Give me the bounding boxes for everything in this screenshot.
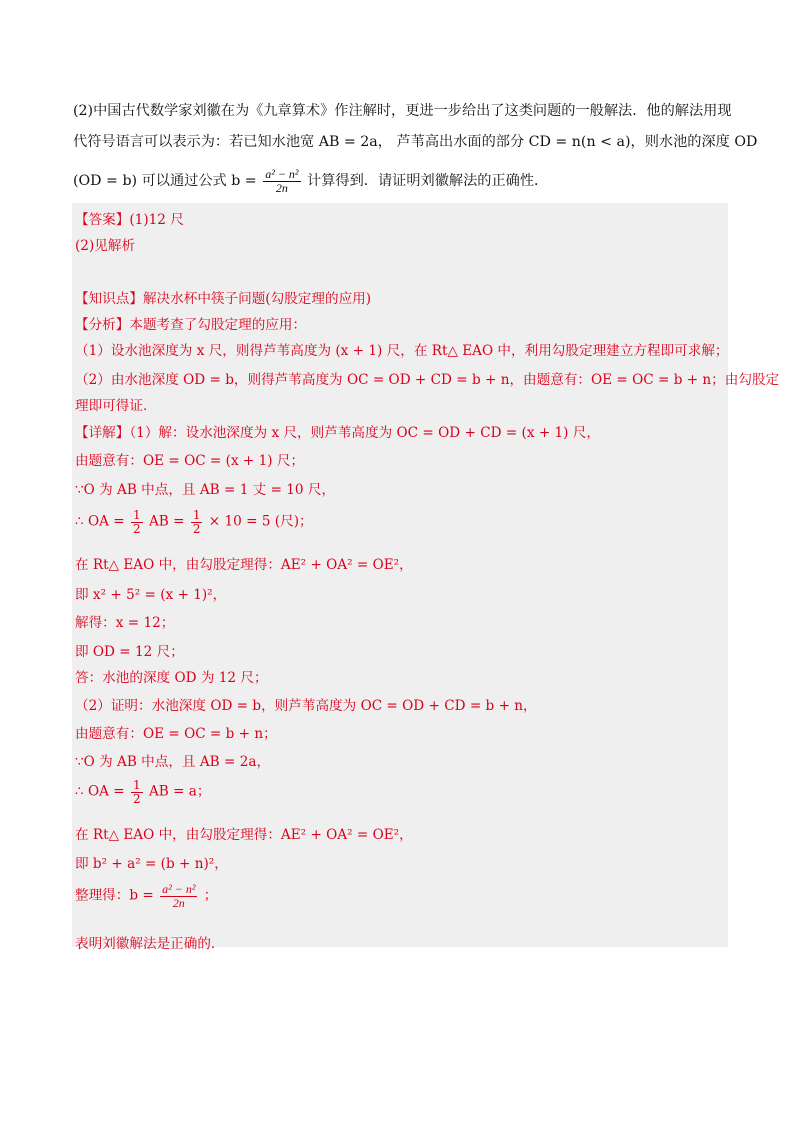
- question-line-2: 代符号语言可以表示为：若已知水池宽 AB = 2a， 芦苇高出水面的部分 CD = n(n < a)，则水池的深度 OD: [73, 134, 758, 150]
- proof-line-3: ∵O 为 AB 中点，且 AB = 2a，: [75, 754, 271, 770]
- proof-line-4-suffix: AB = a；: [148, 783, 211, 800]
- half-numerator: 1: [132, 508, 141, 522]
- answer-label: 【答案】(1)12 尺: [75, 212, 184, 228]
- formula-denominator: 2n: [172, 895, 185, 910]
- proof-line-1: （2）证明：水池深度 OD = b，则芦苇高度为 OC = OD + CD = b + n，: [75, 698, 537, 714]
- formula-numerator: a² − n²: [162, 882, 196, 896]
- detail-line-4-prefix: ∴ OA =: [75, 513, 125, 530]
- detail-line-3: ∵O 为 AB 中点，且 AB = 1 丈 = 10 尺，: [75, 482, 336, 498]
- detail-line-4: [75, 509, 313, 535]
- detail-line-4-middle: AB =: [148, 513, 185, 530]
- question-line-1: (2)中国古代数学家刘徽在为《九章算术》作注解时，更进一步给出了这类问题的一般解法．他的解法用现: [73, 103, 732, 119]
- detail-line-2: 由题意有：OE = OC = (x + 1) 尺；: [75, 453, 305, 469]
- proof-conclusion: 表明刘徽解法是正确的．: [75, 936, 225, 952]
- half-fraction: [191, 509, 203, 535]
- analysis-line-3: 理即可得证．: [75, 398, 157, 414]
- analysis-heading: 【分析】本题考查了勾股定理的应用：: [75, 317, 307, 333]
- knowledge-point: 【知识点】解决水杯中筷子问题(勾股定理的应用): [75, 291, 372, 307]
- question-line-3: [73, 168, 733, 194]
- formula-denominator: 2n: [275, 180, 288, 195]
- half-numerator: 1: [192, 508, 201, 522]
- half-denominator: 2: [192, 521, 201, 536]
- detail-line-8: 即 OD = 12 尺；: [75, 644, 184, 660]
- proof-line-2: 由题意有：OE = OC = b + n；: [75, 726, 277, 742]
- detail-line-1: 【详解】（1）解：设水池深度为 x 尺，则芦苇高度为 OC = OD + CD = (x + 1) 尺，: [75, 425, 600, 441]
- proof-line-4: [75, 779, 211, 805]
- proof-line-7-prefix: 整理得：b =: [75, 887, 154, 904]
- detail-line-6: 即 x² + 5² = (x + 1)²，: [75, 587, 227, 603]
- analysis-line-2: （2）由水池深度 OD = b，则得芦苇高度为 OC = OD + CD = b + n，由题意有：OE = OC = b + n；由勾股定: [75, 372, 780, 388]
- detail-line-9: 答：水池的深度 OD 为 12 尺；: [75, 670, 268, 686]
- half-denominator: 2: [132, 791, 141, 806]
- analysis-line-1: （1）设水池深度为 x 尺，则得芦苇高度为 (x + 1) 尺，在 Rt△ EAO 中，利用勾股定理建立方程即可求解；: [75, 343, 729, 359]
- half-denominator: 2: [132, 521, 141, 536]
- answer-part-2: (2)见解析: [75, 238, 136, 254]
- formula-numerator: a² − n²: [265, 167, 299, 181]
- formula-fraction: [263, 168, 300, 194]
- proof-line-5: 在 Rt△ EAO 中，由勾股定理得：AE² + OA² = OE²，: [75, 827, 413, 843]
- half-fraction: [131, 779, 143, 805]
- detail-line-5: 在 Rt△ EAO 中，由勾股定理得：AE² + OA² = OE²，: [75, 557, 413, 573]
- question-line-3-prefix: (OD = b) 可以通过公式 b =: [73, 173, 257, 190]
- proof-line-6: 即 b² + a² = (b + n)²，: [75, 856, 228, 872]
- proof-line-4-prefix: ∴ OA =: [75, 783, 125, 800]
- question-line-3-suffix: 计算得到．请证明刘徽解法的正确性．: [307, 173, 549, 190]
- half-fraction: [131, 509, 143, 535]
- proof-line-7-suffix: ；: [203, 887, 218, 904]
- detail-line-7: 解得：x = 12；: [75, 615, 175, 631]
- proof-line-7: [75, 883, 217, 909]
- detail-line-4-suffix: × 10 = 5 (尺)；: [208, 513, 313, 530]
- formula-fraction: [160, 883, 197, 909]
- half-numerator: 1: [132, 778, 141, 792]
